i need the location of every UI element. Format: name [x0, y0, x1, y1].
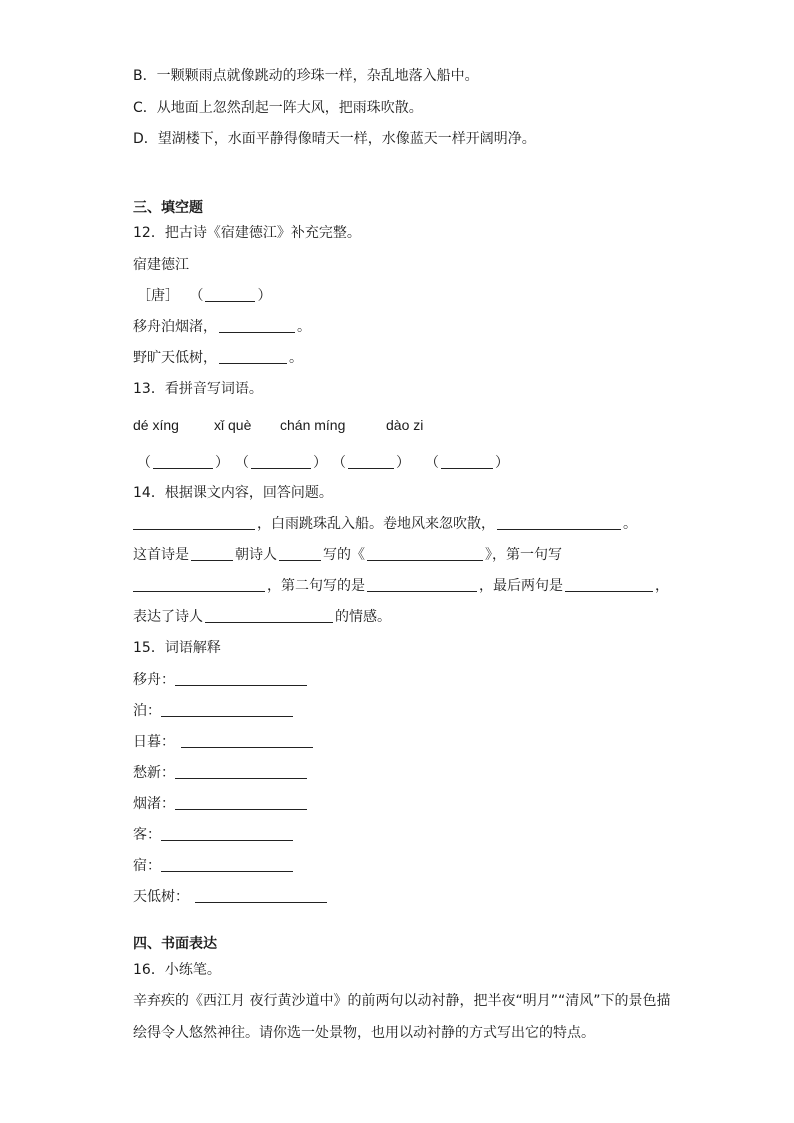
q15-item-3: 日暮： — [133, 733, 315, 751]
q14-blank-poet[interactable] — [279, 546, 321, 561]
option-b: B．一颗颗雨点就像跳动的珍珠一样，杂乱地落入船中。 — [133, 68, 479, 84]
q15-item-6: 客： — [133, 826, 295, 844]
q15-item-4: 愁新： — [133, 764, 309, 782]
q14-line3: ，第二句写的是 ，最后两句是 ， — [133, 577, 669, 595]
q14-prompt: 14．根据课文内容，回答问题。 — [133, 485, 333, 501]
q13-blank-3[interactable] — [348, 454, 394, 469]
q13-blank-2[interactable] — [251, 454, 311, 469]
q13-answer-4: （ ） — [425, 455, 509, 471]
q15-blank-3[interactable] — [181, 733, 313, 748]
q16-text-2: 绘得令人悠然神往。请你选一处景物，也用以动衬静的方式写出它的特点。 — [133, 1025, 595, 1041]
q14-blank-second[interactable] — [367, 577, 477, 592]
q15-item-1: 移舟： — [133, 671, 309, 689]
q12-line2: 野旷天低树， 。 — [133, 350, 303, 366]
q12-line1-blank[interactable] — [219, 318, 295, 333]
q14-blank-2[interactable] — [497, 515, 621, 530]
q14-blank-1[interactable] — [133, 515, 255, 530]
q12-author-line: ［唐］ （ ） — [137, 288, 272, 304]
q12-line1: 移舟泊烟渚， 。 — [133, 319, 311, 335]
q12-author-blank[interactable] — [205, 287, 255, 302]
option-c: C．从地面上忽然刮起一阵大风，把雨珠吹散。 — [133, 100, 423, 116]
q12-prompt: 12．把古诗《宿建德江》补充完整。 — [133, 225, 361, 241]
q13-answer-2: （ ） — [235, 455, 327, 471]
q15-prompt: 15．词语解释 — [133, 640, 221, 656]
q14-blank-dynasty[interactable] — [191, 546, 233, 561]
q14-line4: 表达了诗人 的情感。 — [133, 609, 391, 625]
section3-title: 三、填空题 — [133, 200, 203, 216]
q15-blank-4[interactable] — [175, 764, 307, 779]
pinyin-4: dào zi — [386, 417, 424, 433]
pinyin-2: xǐ què — [214, 417, 252, 433]
q14-line2: 这首诗是 朝诗人 写的《 》，第一句写 — [133, 547, 562, 563]
q14-blank-first[interactable] — [133, 577, 265, 592]
q15-blank-1[interactable] — [175, 671, 307, 686]
q15-blank-7[interactable] — [161, 857, 293, 872]
q15-item-8: 天低树： — [133, 888, 329, 906]
q12-dynasty: ［唐］ — [137, 288, 179, 304]
q15-blank-5[interactable] — [175, 795, 307, 810]
q14-line1: ，白雨跳珠乱入船。卷地风来忽吹散， 。 — [133, 515, 637, 533]
q15-item-5: 烟渚： — [133, 795, 309, 813]
q13-prompt: 13．看拼音写词语。 — [133, 381, 263, 397]
q14-blank-poem[interactable] — [367, 546, 483, 561]
q12-poem-title: 宿建德江 — [133, 257, 189, 273]
q12-line2-blank[interactable] — [219, 349, 287, 364]
q15-blank-8[interactable] — [195, 888, 327, 903]
q15-item-7: 宿： — [133, 857, 295, 875]
q13-blank-1[interactable] — [153, 454, 213, 469]
q14-blank-emotion[interactable] — [205, 608, 333, 623]
section4-title: 四、书面表达 — [133, 936, 217, 952]
q16-prompt: 16．小练笔。 — [133, 962, 221, 978]
q13-answer-3: （ ） — [332, 455, 410, 471]
q15-blank-2[interactable] — [161, 702, 293, 717]
q13-answer-1: （ ） — [137, 455, 229, 471]
option-d: D．望湖楼下，水面平静得像晴天一样，水像蓝天一样开阔明净。 — [133, 131, 536, 147]
q15-item-2: 泊： — [133, 702, 295, 720]
q15-blank-6[interactable] — [161, 826, 293, 841]
pinyin-1: dé xíng — [133, 417, 179, 433]
q16-text-1: 辛弃疾的《西江月 夜行黄沙道中》的前两句以动衬静，把半夜“明月”“清风”下的景色描 — [133, 993, 671, 1009]
pinyin-3: chán míng — [280, 417, 346, 433]
q13-blank-4[interactable] — [441, 454, 493, 469]
q14-blank-last[interactable] — [565, 577, 653, 592]
